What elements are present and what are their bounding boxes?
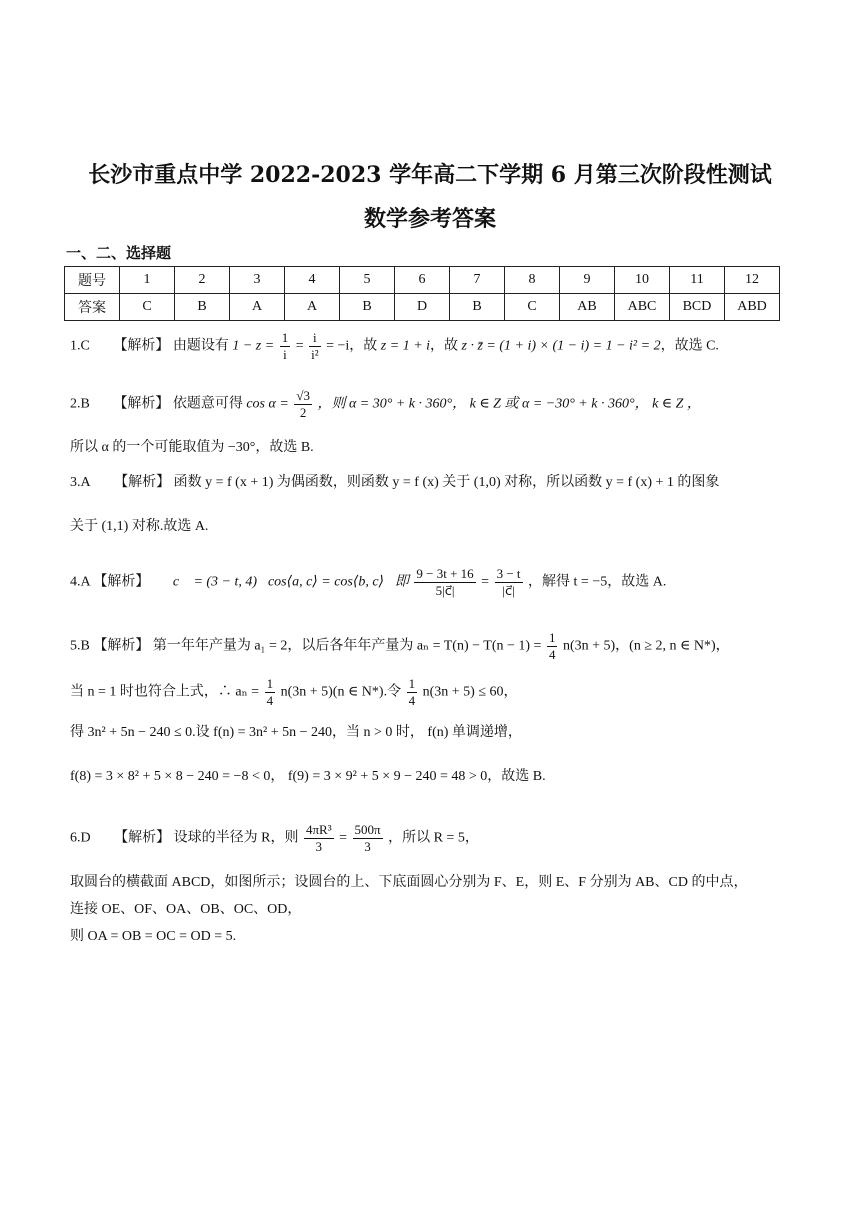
solution-5: [70, 630, 800, 663]
numerator: 9 − 3t + 16: [416, 566, 474, 581]
answer-cell: BCD: [670, 294, 725, 321]
question-number: 7: [450, 267, 505, 294]
solution-text: 由题设有: [172, 338, 229, 354]
math-expr: z = 1 + i: [380, 338, 431, 354]
solution-2-line-2: 所以 α 的一个可能取值为 −30°，故选 B.: [70, 440, 314, 455]
solution-label: 【解析】: [93, 574, 150, 590]
question-number: 5: [340, 267, 395, 294]
numerator: 1: [408, 676, 416, 691]
answer-cell: ABC: [615, 294, 670, 321]
denominator: i²: [311, 347, 319, 362]
answer-cell: D: [395, 294, 450, 321]
solution-5-line-2: [70, 676, 800, 709]
solution-text: 依题意可得: [172, 396, 243, 412]
solution-3: [70, 472, 800, 494]
solution-text: 第一年年产量为 a₁ = 2，以后各年年产量为 aₙ = T(n) − T(n − 1) =: [152, 638, 542, 654]
solution-text: ，故选 C.: [660, 338, 719, 354]
math-expr: c⃗ = (3 − t, 4)，cos⟨a, c⟩ = cos⟨b, c⟩，即: [172, 574, 409, 590]
answer-cell: C: [505, 294, 560, 321]
denominator: 2: [299, 405, 307, 420]
solution-text: 函数 y = f (x + 1) 为偶函数，则函数 y = f (x) 关于 (1,0) 对称，所以函数 y = f (x) + 1 的图象: [173, 475, 720, 490]
math-expr: =: [339, 830, 348, 846]
table-row: [65, 294, 780, 321]
solution-text: n(3n + 5)，(n ≥ 2, n ∈ N*)，: [562, 638, 730, 654]
denominator: 3: [315, 839, 323, 854]
answer-cell: A: [285, 294, 340, 321]
answer-cell: AB: [560, 294, 615, 321]
solution-tag: 6.D: [70, 830, 91, 846]
solution-2: [70, 388, 800, 421]
solution-3-line-2: 关于 (1,1) 对称.故选 A.: [70, 519, 209, 534]
solution-text: n(3n + 5) ≤ 60，: [422, 684, 518, 700]
row-label-answer: 答案: [65, 294, 120, 321]
solution-label: 【解析】: [114, 830, 171, 846]
solution-tag: 1.C: [70, 338, 90, 354]
solution-label: 【解析】: [113, 396, 170, 412]
solution-4: [70, 566, 800, 599]
numerator: 3 − t: [496, 566, 521, 581]
fraction: [547, 630, 558, 663]
solution-label: 【解析】: [114, 475, 171, 490]
solution-text: 当 n = 1 时也符合上式，∴ aₙ =: [70, 684, 260, 700]
solution-label: 【解析】: [113, 338, 170, 354]
table-row: [65, 267, 780, 294]
question-number: 1: [120, 267, 175, 294]
solution-1: [70, 330, 800, 363]
fraction: [407, 676, 418, 709]
math-expr: ，则 α = 30° + k · 360°， k ∈ Z 或 α = −30° + k · 360°， k ∈ Z ，: [317, 396, 701, 412]
math-expr: = −i，故: [326, 338, 378, 354]
answer-cell: A: [230, 294, 285, 321]
numerator: i: [309, 330, 321, 347]
math-expr: =: [295, 338, 304, 354]
solution-6-line-2: 取圆台的横截面 ABCD，如图所示；设圆台的上、下底面圆心分别为 F、E，则 E、F 分别为 AB、CD 的中点，: [70, 875, 748, 890]
question-number: 6: [395, 267, 450, 294]
numerator: 1: [548, 630, 556, 645]
solution-text: ，解得 t = −5，故选 A.: [528, 574, 667, 590]
math-expr: cos α =: [246, 396, 289, 412]
solution-tag: 4.A: [70, 574, 90, 590]
solution-5-line-3: 得 3n² + 5n − 240 ≤ 0.设 f(n) = 3n² + 5n − 240，当 n > 0 时， f(n) 单调递增，: [70, 725, 522, 740]
fraction: [309, 330, 321, 363]
math-expr: 1 − z =: [232, 338, 275, 354]
question-number: 4: [285, 267, 340, 294]
question-number: 3: [230, 267, 285, 294]
numerator: 1: [266, 676, 274, 691]
math-expr: z · z̄ = (1 + i) × (1 − i) = 1 − i² = 2: [461, 338, 661, 354]
denominator: i: [283, 347, 287, 362]
solution-text: n(3n + 5)(n ∈ N*).令: [280, 684, 402, 700]
numerator: √3: [296, 388, 310, 403]
fraction: [294, 388, 312, 421]
numerator: 4πR³: [305, 822, 332, 837]
fraction: [280, 330, 291, 363]
question-number: 2: [175, 267, 230, 294]
fraction: [353, 822, 383, 855]
solution-6-line-3: 连接 OE、OF、OA、OB、OC、OD，: [70, 902, 302, 917]
solution-tag: 3.A: [70, 475, 91, 490]
solution-label: 【解析】: [93, 638, 150, 654]
solution-tag: 2.B: [70, 396, 90, 412]
answer-cell: B: [175, 294, 230, 321]
solution-text: ，故: [430, 338, 459, 354]
answer-cell: B: [450, 294, 505, 321]
fraction: [495, 566, 523, 599]
denominator: 4: [266, 693, 274, 708]
section-heading: 一、二、选择题: [66, 244, 172, 262]
solution-6: [70, 822, 800, 855]
fraction: [265, 676, 276, 709]
row-label-number: 题号: [65, 267, 120, 294]
page-title: 长沙市重点中学 2022-2023 学年高二下学期 6 月第三次阶段性测试: [88, 162, 772, 188]
question-number: 11: [670, 267, 725, 294]
question-number: 8: [505, 267, 560, 294]
denominator: 3: [364, 839, 371, 854]
question-number: 10: [615, 267, 670, 294]
page-subtitle: 数学参考答案: [363, 206, 496, 232]
solution-5-line-4: f(8) = 3 × 8² + 5 × 8 − 240 = −8 < 0， f(9) = 3 × 9² + 5 × 9 − 240 = 48 > 0，故选 B.: [70, 769, 546, 784]
math-expr: =: [481, 574, 490, 590]
answer-table: [64, 266, 780, 321]
solution-text: 设球的半径为 R，则: [173, 830, 299, 846]
solution-text: ，所以 R = 5，: [388, 830, 479, 846]
question-number: 9: [560, 267, 615, 294]
solution-tag: 5.B: [70, 638, 90, 654]
answer-cell: ABD: [725, 294, 780, 321]
answer-cell: C: [120, 294, 175, 321]
solution-6-line-4: 则 OA = OB = OC = OD = 5.: [70, 929, 237, 944]
fraction: [414, 566, 475, 599]
answer-cell: B: [340, 294, 395, 321]
denominator: 5|c⃗|: [435, 583, 455, 598]
fraction: [304, 822, 334, 855]
numerator: 500π: [354, 822, 381, 837]
denominator: 4: [548, 647, 556, 662]
denominator: 4: [408, 693, 416, 708]
denominator: |c⃗|: [502, 583, 515, 598]
question-number: 12: [725, 267, 780, 294]
numerator: 1: [281, 330, 289, 345]
